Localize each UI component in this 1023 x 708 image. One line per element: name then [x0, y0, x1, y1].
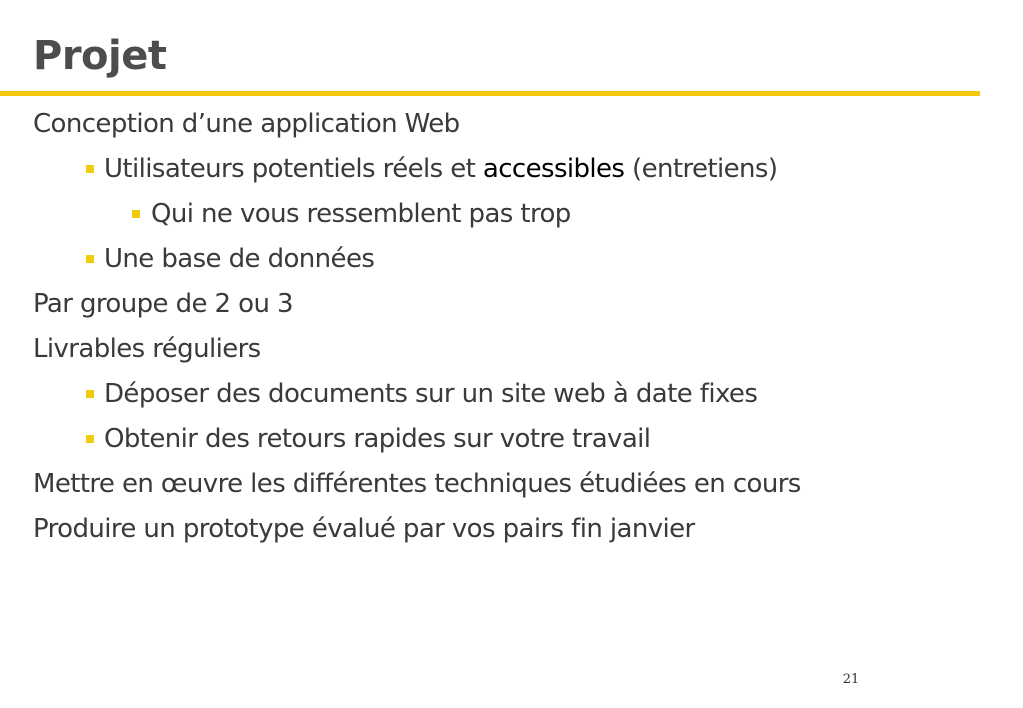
- square-bullet-icon: [86, 390, 94, 398]
- bullet-list: [0, 102, 1023, 552]
- bullet-text: Qui ne vous ressemblent pas trop: [151, 199, 571, 229]
- bullet-text-before: Utilisateurs potentiels réels et: [104, 154, 483, 184]
- sub-bullet-item-utilisateurs: [0, 147, 1023, 192]
- bullet-text: Déposer des documents sur un site web à date fixes: [104, 379, 758, 409]
- bullet-text: Par groupe de 2 ou 3: [33, 289, 293, 319]
- bullet-text: Conception d’une application Web: [33, 109, 460, 139]
- square-bullet-icon: [86, 435, 94, 443]
- sub-sub-bullet-item-ressemblent: [0, 192, 1023, 237]
- slide-title: Projet: [33, 33, 167, 79]
- bullet-text-emphasis: accessibles: [482, 154, 625, 184]
- bullet-item-prototype: [0, 507, 1023, 552]
- bullet-text-after: (entretiens): [624, 154, 778, 184]
- bullet-text: Une base de données: [104, 244, 375, 274]
- bullet-item-application-web: [0, 102, 1023, 147]
- bullet-text: Livrables réguliers: [33, 334, 261, 364]
- bullet-text: Obtenir des retours rapides sur votre travail: [104, 424, 651, 454]
- bullet-text: Mettre en œuvre les différentes techniques étudiées en cours: [33, 469, 801, 499]
- bullet-text: Produire un prototype évalué par vos pairs fin janvier: [33, 514, 695, 544]
- square-bullet-icon: [86, 165, 94, 173]
- bullet-item-livrables: [0, 327, 1023, 372]
- square-bullet-icon: [132, 210, 140, 218]
- title-underline: [0, 91, 980, 96]
- sub-bullet-item-retours: [0, 417, 1023, 462]
- bullet-item-techniques: [0, 462, 1023, 507]
- page-number: 21: [842, 672, 860, 687]
- bullet-item-groupe: [0, 282, 1023, 327]
- sub-bullet-item-base-de-donnees: [0, 237, 1023, 282]
- sub-bullet-item-deposer: [0, 372, 1023, 417]
- square-bullet-icon: [86, 255, 94, 263]
